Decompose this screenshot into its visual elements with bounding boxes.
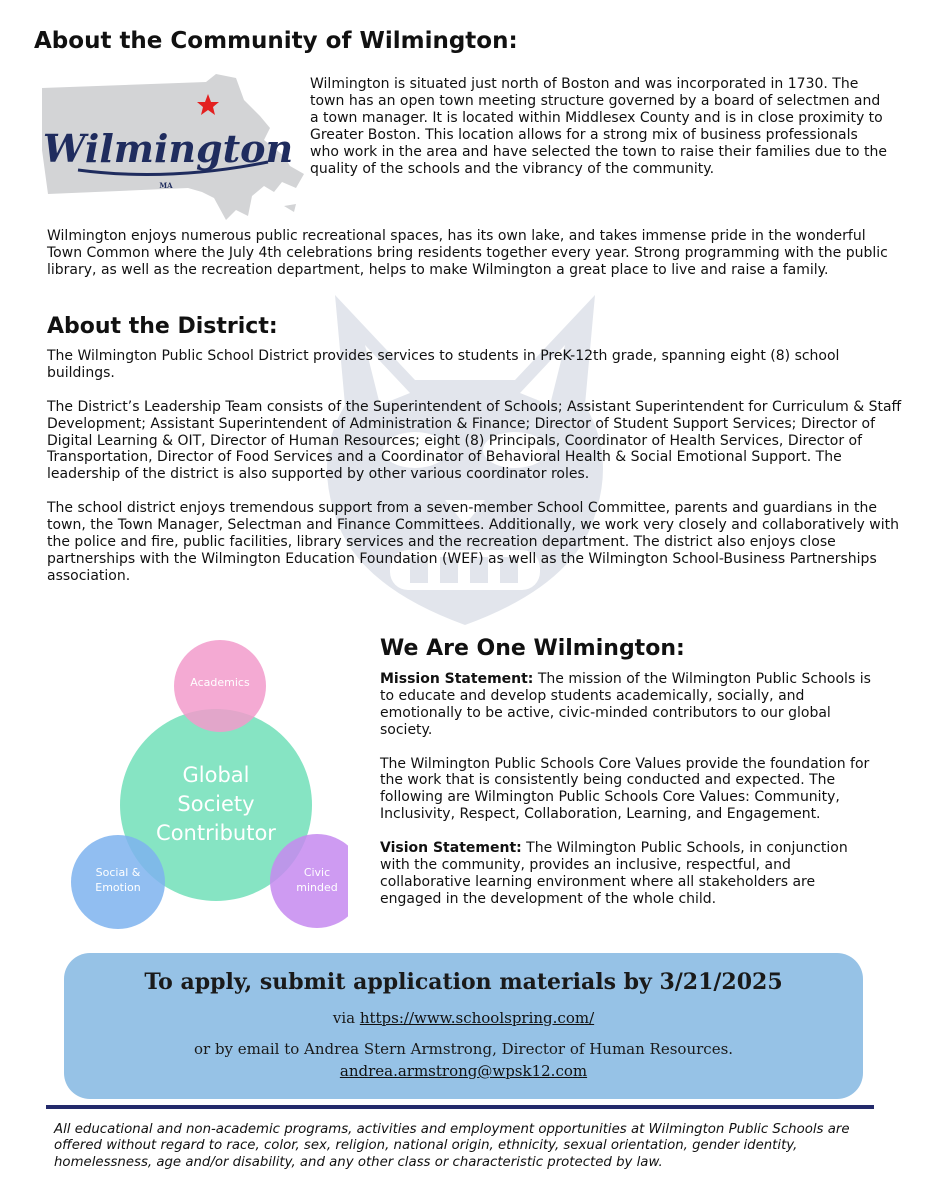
global-label-line: Society xyxy=(177,792,255,816)
apply-via-prefix: via xyxy=(332,1009,360,1027)
global-label-line: Global xyxy=(182,763,250,787)
community-intro: Wilmington is situated just north of Boston and was incorporated in 1730. The town has an open town meeting structure governed by a board of selectmen and a town manager. It is located within Middlesex County and is in close proximity to Greater Boston. This location allows for a strong mix of business professionals who work in the area and have selected the town to raise their families due to the quality of the schools and the vibrancy of the community. xyxy=(310,76,888,177)
social-label-line: Emotion xyxy=(95,881,141,894)
vision-text: The Wilmington Public Schools, in conjunction with the community, provides an inclusive, respectful, and collaborative learning environment where all stakeholders are engaged in the development of the whole child. xyxy=(380,840,848,907)
district-body xyxy=(47,348,907,602)
apply-contact: or by email to Andrea Stern Armstrong, Director of Human Resources. xyxy=(193,1040,734,1058)
global-label-line: Contributor xyxy=(156,821,276,845)
social-label-line: Social & xyxy=(95,866,141,879)
logo-wordmark: Wilmington xyxy=(42,126,294,171)
apply-email xyxy=(64,1062,863,1080)
apply-via xyxy=(64,1009,863,1027)
apply-title: To apply, submit application materials by 3/21/2025 xyxy=(144,969,783,995)
civic-label-line: minded xyxy=(296,881,338,894)
logo-state: MA xyxy=(159,181,173,190)
divider xyxy=(46,1105,874,1109)
mission-label: Mission Statement: xyxy=(380,671,534,687)
email-link[interactable]: andrea.armstrong@wpsk12.com xyxy=(339,1062,588,1080)
community-heading: About the Community of Wilmington: xyxy=(34,28,518,54)
apply-box xyxy=(64,953,863,1099)
one-wilmington-heading: We Are One Wilmington: xyxy=(380,636,685,661)
community-recreation: Wilmington enjoys numerous public recreational spaces, has its own lake, and takes immense pride in the wonderful Town Common where the July 4th celebrations bring residents together every year. Strong programming with the public library, as well as the recreation department, helps to make Wilmington a great place to live and raise a family. xyxy=(47,228,888,278)
mission-text: The mission of the Wilmington Public Schools is to educate and develop students academically, socially, and emotionally to be active, civic-minded contributors to our global society. xyxy=(380,671,871,738)
district-paragraph: The District’s Leadership Team consists of the Superintendent of Schools; Assistant Superintendent for Curriculum & Staff Development; Assistant Superintendent of Administration & Finance; Director of Student Support Services; Director of Digital Learning & OIT, Director of Human Resources; eight (8) Principals, Coordinator of Health Services, Director of Transportation, Director of Food Services and a Coordinator of Behavioral Health & Social Emotional Support. The leadership of the district is also supported by other various coordinator roles. xyxy=(47,398,902,483)
mission-statement xyxy=(380,671,880,739)
vision-label: Vision Statement: xyxy=(380,840,522,857)
mission-section xyxy=(380,671,880,925)
core-values-venn-diagram xyxy=(66,632,348,932)
core-values: The Wilmington Public Schools Core Values provide the foundation for the work that is consistently being conducted and expected. The following are Wilmington Public Schools Core Values: Community, Inclusivity, Respect, Collaboration, Learning, and Engagement. xyxy=(380,755,870,823)
schoolspring-link[interactable]: https://www.schoolspring.com/ xyxy=(359,1009,595,1027)
district-heading: About the District: xyxy=(47,314,278,339)
wilmington-ma-map-logo xyxy=(38,70,306,228)
district-paragraph: The school district enjoys tremendous support from a seven-member School Committee, parents and guardians in the town, the Town Manager, Selectman and Finance Committees. Additionally, we work very closely and collaboratively with the police and fire, public facilities, library services and the recreation department. The district also enjoys close partnerships with the Wilmington Education Foundation (WEF) as well as the Wilmington School-Business Partnerships association. xyxy=(47,500,899,584)
disclaimer: All educational and non-academic programs, activities and employment opportunities at Wilmington Public Schools are offered without regard to race, color, sex, religion, national origin, ethnicity, sexual orientation, gender identity, homelessness, age and/or disability, and any other class or characteristic protected by law. xyxy=(54,1122,850,1170)
vision-statement xyxy=(380,840,880,908)
civic-label-line: Civic xyxy=(303,866,331,879)
academics-label: Academics xyxy=(190,676,250,689)
district-paragraph: The Wilmington Public School District provides services to students in PreK-12th grade, spanning eight (8) school buildings. xyxy=(47,348,840,381)
